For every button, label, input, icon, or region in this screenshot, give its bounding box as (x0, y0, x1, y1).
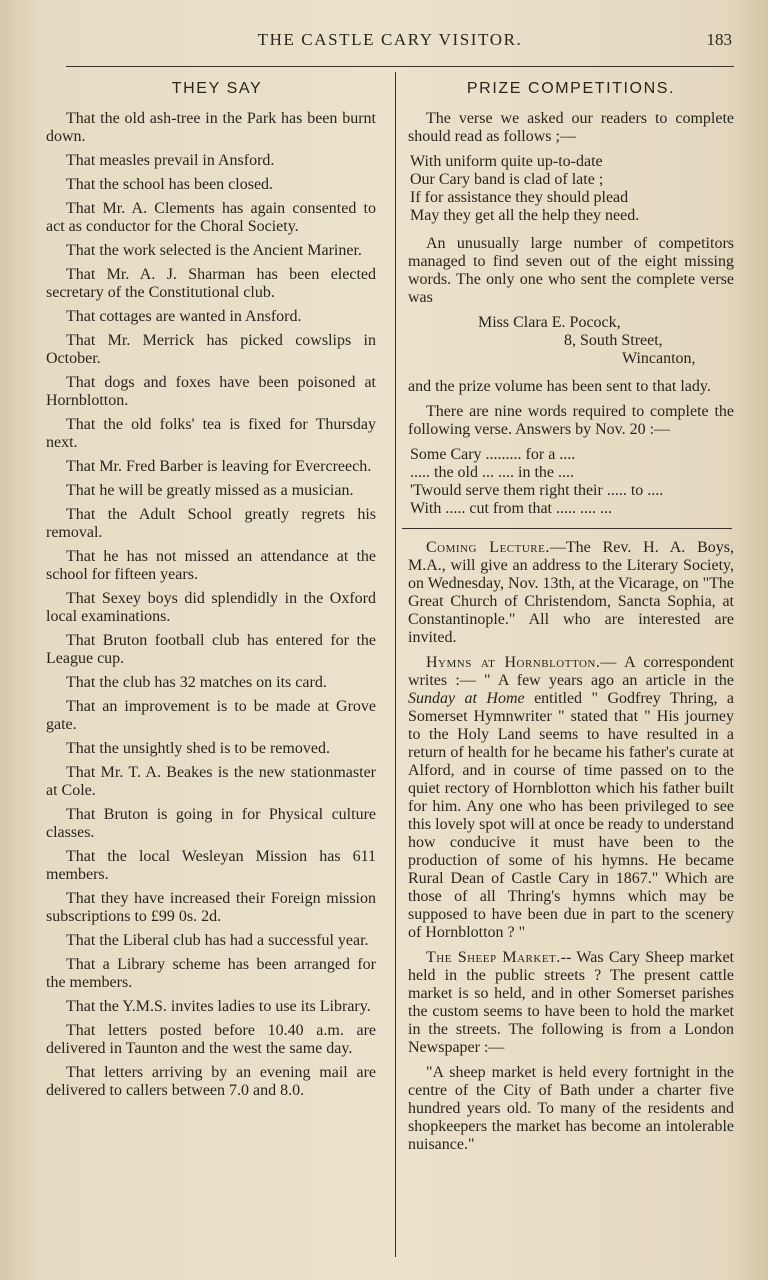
they-say-item: That the old folks' tea is fixed for Thursday next. (46, 416, 376, 451)
prize-intro: The verse we asked our readers to complete should read as follows ;— (408, 110, 734, 145)
hymns-magazine-title: Sunday at Home (408, 690, 525, 707)
they-say-item: That dogs and foxes have been poisoned at Hornblotton. (46, 374, 376, 409)
coming-lecture-paragraph (408, 539, 734, 647)
they-say-item: That an improvement is to be made at Grove gate. (46, 698, 376, 733)
they-say-item: That measles prevail in Ansford. (66, 152, 275, 169)
address-line: 8, South Street, (564, 332, 663, 349)
puzzle-line: With ..... cut from that ..... .... ... (410, 500, 612, 517)
puzzle-line: 'Twould serve them right their ..... to .... (410, 482, 664, 499)
verse-line: With uniform quite up-to-date (410, 153, 603, 170)
sheep-market-paragraph (408, 949, 734, 1057)
page-number: 183 (706, 30, 732, 49)
right-column (408, 78, 734, 1161)
hymns-body: — A correspondent writes :— " A few years ago an article in the (408, 654, 734, 689)
they-say-item: That a Library scheme has been arranged for the members. (46, 956, 376, 991)
prize-competitions-heading: PRIZE COMPETITIONS. (466, 80, 676, 97)
verse-line: If for assistance they should plead (410, 189, 629, 206)
section-rule (402, 528, 732, 529)
hymns-title: Hymns at Hornblotton. (426, 654, 601, 671)
they-say-item: That the Y.M.S. invites ladies to use its Library. (66, 998, 371, 1015)
they-say-item: That cottages are wanted in Ansford. (66, 308, 302, 325)
puzzle-verse (410, 446, 734, 518)
they-say-item: That letters posted before 10.40 a.m. are delivered in Taunton and the west the same day. (46, 1022, 376, 1057)
verse-line: Our Cary band is clad of late ; (410, 171, 604, 188)
sheep-market-body: -- Was Cary Sheep market held in the public streets ? The present cattle market is so held, and in other Somerset parishes the custom seems to have been to hold the market in the streets. The following is from a London Newspaper :— (408, 949, 735, 1056)
address-line: Miss Clara E. Pocock, (478, 314, 621, 331)
they-say-item: That the club has 32 matches on its card. (66, 674, 327, 691)
page-header (40, 30, 740, 58)
prize-competitions-section (408, 110, 734, 518)
they-say-item: That letters arriving by an evening mail are delivered to callers between 7.0 and 8.0. (46, 1064, 376, 1099)
sheep-market-title: The Sheep Market. (426, 949, 561, 966)
they-say-item: That he will be greatly missed as a musician. (66, 482, 354, 499)
they-say-item: That Mr. Merrick has picked cowslips in October. (46, 332, 376, 367)
puzzle-line: ..... the old ... .... in the .... (410, 464, 574, 481)
hymns-paragraph (408, 654, 734, 942)
they-say-item: That the Adult School greatly regrets his removal. (46, 506, 376, 541)
winner-address (408, 314, 734, 368)
column-divider (395, 72, 396, 1257)
completed-verse (410, 153, 734, 225)
prize-results: An unusually large number of competitors managed to find seven out of the eight missing words. The only one who sent the complete verse was (408, 235, 734, 306)
they-say-item: That the school has been closed. (66, 176, 274, 193)
they-say-item: That the work selected is the Ancient Mariner. (66, 242, 362, 259)
prize-sent: and the prize volume has been sent to that lady. (408, 378, 711, 395)
hymns-body-cont: entitled " Godfrey Thring, a Somerset Hymnwriter " stated that " His journey to the Holy Land seems to have resulted in a return of health for he became his father's curate at Alford, and in course of time passed on to the quiet rectory of Hornblotton which his father built for him. Any one who has been privileged to see this lovely spot will at once be ready to understand how conducive it must have been to the production of some of his hymns. He became Rural Dean of Castle Cary in 1867." Which are those of all Thring's hymns which may be supposed to have been due in part to the scenery of Hornblotton ? " (408, 690, 735, 941)
verse-line: May they get all the help they need. (410, 207, 640, 224)
they-say-column (46, 78, 376, 1106)
they-say-item: That Bruton is going in for Physical culture classes. (46, 806, 376, 841)
coming-lecture-body: —The Rev. H. A. Boys, M.A., will give an address to the Literary Society, on Wednesday, Nov. 13th, at the Vicarage, on "The Great Church of Christendom, Sancta Sophia, at Constantinople." All who are interested are invited. (408, 539, 735, 646)
address-line: Wincanton, (622, 350, 696, 367)
next-competition: There are nine words required to complete the following verse. Answers by Nov. 20 :— (408, 403, 734, 438)
they-say-item: That Bruton football club has entered for the League cup. (46, 632, 376, 667)
running-title: THE CASTLE CARY VISITOR. (257, 30, 523, 49)
puzzle-line: Some Cary ......... for a .... (410, 446, 576, 463)
they-say-heading: THEY SAY (171, 80, 263, 97)
they-say-item: That the unsightly shed is to be removed. (66, 740, 330, 757)
they-say-item: That Sexey boys did splendidly in the Oxford local examinations. (46, 590, 376, 625)
header-rule (66, 66, 734, 67)
they-say-item: That they have increased their Foreign mission subscriptions to £99 0s. 2d. (46, 890, 376, 925)
they-say-item: That he has not missed an attendance at the school for fifteen years. (46, 548, 376, 583)
they-say-item: That Mr. A. J. Sharman has been elected secretary of the Constitutional club. (46, 266, 376, 301)
they-say-item: That the local Wesleyan Mission has 611 members. (46, 848, 376, 883)
they-say-item: That Mr. Fred Barber is leaving for Evercreech. (66, 458, 372, 475)
they-say-item: That Mr. A. Clements has again consented to act as conductor for the Choral Society. (46, 200, 376, 235)
coming-lecture-title: Coming Lecture. (426, 539, 550, 556)
they-say-item: That the old ash-tree in the Park has been burnt down. (46, 110, 376, 145)
they-say-item: That Mr. T. A. Beakes is the new stationmaster at Cole. (46, 764, 376, 799)
they-say-item: That the Liberal club has had a successful year. (66, 932, 369, 949)
sheep-market-quote: "A sheep market is held every fortnight in the centre of the City of Bath under a charter five hundred years old. To many of the residents and shopkeepers the market has become an intolerable nuisance." (408, 1064, 734, 1153)
